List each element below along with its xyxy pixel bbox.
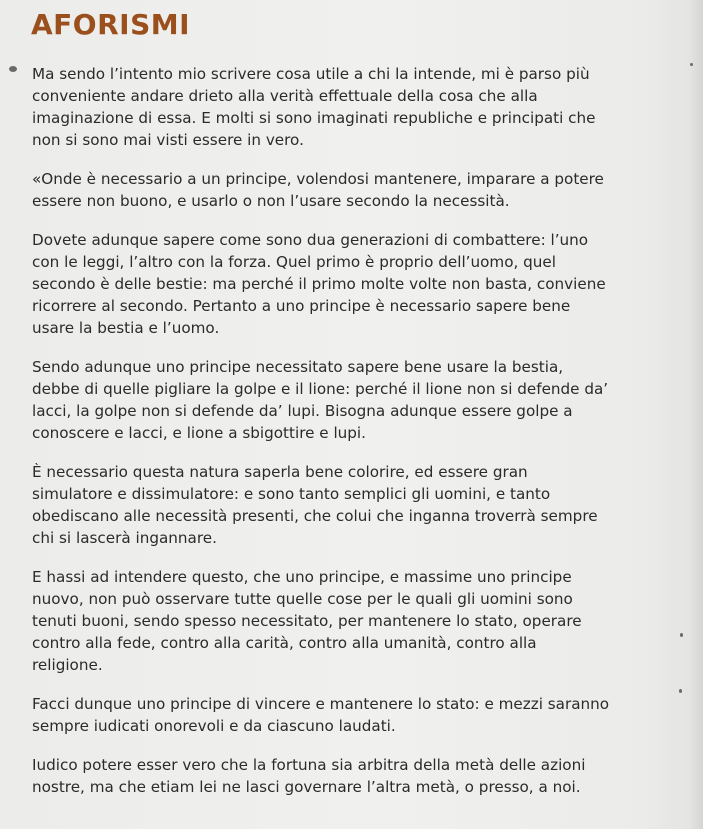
aphorism-list xyxy=(32,63,610,815)
aphorism-paragraph: Ma sendo l’intento mio scrivere cosa utile a chi la intende, mi è parso più conveniente andare drieto alla verità effettuale della cosa che alla imaginazione di essa. E molti si sono imaginati republiche e principati che non si sono mai visti essere in vero. xyxy=(32,65,596,149)
aphorism-paragraph: Facci dunque uno principe di vincere e mantenere lo stato: e mezzi saranno sempre iudicati onorevoli e da ciascuno laudati. xyxy=(32,695,610,735)
aphorism-paragraph: È necessario questa natura saperla bene colorire, ed essere gran simulatore e dissimulatore: e sono tanto semplici gli uomini, e tanto obediscano alle necessità presenti, che colui che inganna troverrà sempre chi si lascerà ingannare. xyxy=(32,463,598,547)
page-spine-shadow xyxy=(689,0,703,829)
aphorism-paragraph: Dovete adunque sapere come sono dua generazioni di combattere: l’uno con le leggi, l’altro con la forza. Quel primo è proprio dell’uomo, quel secondo è delle bestie: ma perché il primo molte volte non basta, conviene ricorrere al secondo. Pertanto a uno principe è necessario sapere bene usare la bestia e l’uomo. xyxy=(32,231,606,337)
aphorism-paragraph: Sendo adunque uno principe necessitato sapere bene usare la bestia, debbe di quelle pigliare la golpe e il lione: perché il lione non si defende da’ lacci, la golpe non si defende da’ lupi. Bisogna adunque essere golpe a conoscere e lacci, e lione a sbigottire e lupi. xyxy=(32,358,609,442)
ink-speck xyxy=(680,633,683,637)
ink-speck xyxy=(679,689,682,693)
aphorism-paragraph: «Onde è necessario a un principe, volendosi mantenere, imparare a potere essere non buono, e usarlo o non l’usare secondo la necessità. xyxy=(32,170,604,210)
aphorism-paragraph: Iudico potere esser vero che la fortuna sia arbitra della metà delle azioni nostre, ma che etiam lei ne lasci governare l’altra metà, o presso, a noi. xyxy=(32,756,586,796)
ink-speck xyxy=(9,66,17,72)
page-title: AFORISMI xyxy=(31,8,191,41)
aphorism-paragraph: E hassi ad intendere questo, che uno principe, e massime uno principe nuovo, non può osservare tutte quelle cose per le quali gli uomini sono tenuti buoni, sendo spesso necessitato, per mantenere lo stato, operare contro alla fede, contro alla carità, contro alla umanità, contro alla religione. xyxy=(32,568,582,674)
ink-speck xyxy=(690,63,693,66)
